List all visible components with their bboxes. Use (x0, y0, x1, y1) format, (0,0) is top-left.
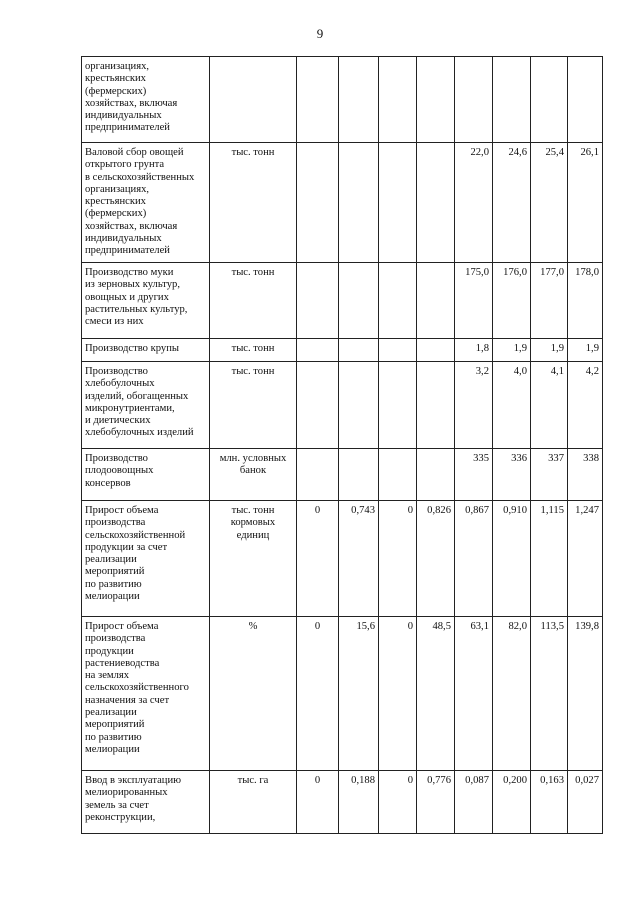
value-cell: 0,027 (568, 771, 603, 834)
indicator-line: индивидуальных (85, 233, 162, 245)
value-cell: 0,087 (455, 771, 493, 834)
indicator-line: Ввод в эксплуатацию (85, 775, 182, 786)
table-row (82, 339, 603, 362)
value-cell: 0 (297, 771, 339, 834)
indicator-cell (82, 339, 210, 362)
table-row (82, 143, 603, 263)
value-cell: 0 (379, 501, 417, 617)
indicator-line: Валовой сбор овощей (85, 147, 184, 158)
table-row (82, 501, 603, 617)
indicator-line: организациях, (85, 61, 150, 72)
table-row (82, 57, 603, 143)
indicator-line: мелиорированных (85, 787, 168, 799)
indicator-line: индивидуальных (85, 110, 162, 122)
indicator-line: организациях, (85, 183, 150, 195)
indicator-line: плодоовощных (85, 465, 154, 477)
unit-cell (210, 143, 297, 263)
indicator-line: и диетических (85, 415, 151, 427)
value-cell: 3,2 (455, 362, 493, 449)
value-cell (339, 143, 379, 263)
value-cell (339, 57, 379, 143)
value-cell: 1,9 (568, 339, 603, 362)
indicator-line: хлебобулочных (85, 378, 155, 390)
unit-cell (210, 449, 297, 501)
unit-line: % (248, 621, 258, 632)
indicator-line: мелиорации (85, 743, 140, 755)
indicator-cell (82, 143, 210, 263)
value-cell: 1,115 (531, 501, 568, 617)
indicator-line: из зерновых культур, (85, 279, 180, 291)
value-cell (455, 57, 493, 143)
value-cell: 0,910 (493, 501, 531, 617)
value-cell: 25,4 (531, 143, 568, 263)
value-cell: 113,5 (531, 617, 568, 771)
table-row (82, 617, 603, 771)
indicator-line: изделий, обогащенных (85, 390, 189, 402)
unit-line: тыс. тонн (231, 505, 275, 516)
table-row (82, 449, 603, 501)
value-cell: 4,1 (531, 362, 568, 449)
value-cell (568, 57, 603, 143)
indicator-line: продукции за счет (85, 541, 168, 553)
value-cell (297, 263, 339, 339)
value-cell (297, 339, 339, 362)
value-cell: 0,200 (493, 771, 531, 834)
unit-cell (210, 362, 297, 449)
value-cell: 335 (455, 449, 493, 501)
value-cell: 22,0 (455, 143, 493, 263)
indicator-line: земель за счет (85, 799, 149, 811)
value-cell: 177,0 (531, 263, 568, 339)
value-cell (417, 57, 455, 143)
indicator-line: назначения за счет (85, 694, 170, 706)
value-cell (417, 339, 455, 362)
value-cell: 4,0 (493, 362, 531, 449)
value-cell (417, 263, 455, 339)
indicator-line: хозяйствах, включая (85, 97, 178, 109)
indicator-cell (82, 449, 210, 501)
value-cell: 336 (493, 449, 531, 501)
value-cell: 0,188 (339, 771, 379, 834)
indicator-line: производства (85, 517, 146, 529)
indicator-line: реализации (85, 707, 137, 719)
value-cell: 15,6 (339, 617, 379, 771)
indicator-line: Производство крупы (85, 343, 180, 354)
table-row (82, 771, 603, 834)
value-cell: 176,0 (493, 263, 531, 339)
indicator-line: производства (85, 633, 146, 645)
indicators-table (81, 56, 603, 834)
value-cell (493, 57, 531, 143)
unit-cell (210, 617, 297, 771)
unit-cell (210, 771, 297, 834)
value-cell: 26,1 (568, 143, 603, 263)
indicator-cell (82, 771, 210, 834)
value-cell: 63,1 (455, 617, 493, 771)
value-cell: 4,2 (568, 362, 603, 449)
indicator-line: (фермерских) (85, 85, 147, 97)
indicator-cell (82, 362, 210, 449)
unit-cell (210, 57, 297, 143)
value-cell: 0 (297, 501, 339, 617)
indicator-line: хозяйствах, включая (85, 220, 178, 232)
indicator-cell (82, 617, 210, 771)
indicator-line: хлебобулочных изделий (85, 427, 194, 439)
unit-line: млн. условных (219, 453, 287, 464)
indicator-line: продукции (85, 645, 134, 657)
indicator-line: крестьянских (85, 196, 146, 208)
value-cell: 0,867 (455, 501, 493, 617)
indicator-line: мелиорации (85, 591, 140, 603)
unit-line: тыс. тонн (231, 366, 275, 377)
indicator-line: Прирост объема (85, 621, 159, 632)
value-cell (339, 449, 379, 501)
indicator-line: Производство (85, 366, 148, 377)
value-cell: 0 (379, 617, 417, 771)
unit-line: кормовых (230, 517, 276, 529)
value-cell: 0 (297, 617, 339, 771)
value-cell (417, 449, 455, 501)
value-cell (379, 57, 417, 143)
value-cell (297, 57, 339, 143)
indicator-line: (фермерских) (85, 208, 147, 220)
value-cell: 0 (379, 771, 417, 834)
value-cell: 1,9 (531, 339, 568, 362)
indicator-line: реализации (85, 554, 137, 566)
value-cell: 48,5 (417, 617, 455, 771)
indicator-line: Производство (85, 453, 148, 464)
page-number: 9 (316, 26, 324, 41)
value-cell (417, 362, 455, 449)
value-cell (531, 57, 568, 143)
indicator-line: реконструкции, (85, 811, 156, 823)
value-cell (379, 263, 417, 339)
value-cell (339, 263, 379, 339)
unit-line: банок (239, 465, 267, 477)
indicator-line: Прирост объема (85, 505, 159, 516)
unit-line: тыс. га (237, 775, 269, 786)
unit-cell (210, 263, 297, 339)
indicator-cell (82, 501, 210, 617)
value-cell: 82,0 (493, 617, 531, 771)
value-cell (339, 362, 379, 449)
value-cell: 0,776 (417, 771, 455, 834)
table-row (82, 263, 603, 339)
value-cell: 337 (531, 449, 568, 501)
indicator-line: крестьянских (85, 73, 146, 85)
indicator-line: по развитию (85, 731, 142, 743)
indicator-cell (82, 263, 210, 339)
value-cell: 1,247 (568, 501, 603, 617)
unit-cell (210, 339, 297, 362)
value-cell: 1,9 (493, 339, 531, 362)
value-cell (339, 339, 379, 362)
indicator-cell (82, 57, 210, 143)
indicator-line: Производство муки (85, 267, 174, 278)
value-cell: 338 (568, 449, 603, 501)
indicator-line: сельскохозяйственной (85, 529, 186, 541)
value-cell: 0,163 (531, 771, 568, 834)
value-cell (379, 143, 417, 263)
indicator-line: растениеводства (85, 657, 160, 669)
indicator-line: в сельскохозяйственных (85, 171, 195, 183)
indicator-line: смеси из них (85, 316, 144, 328)
indicator-line: микронутриентами, (85, 402, 175, 414)
value-cell: 139,8 (568, 617, 603, 771)
indicator-line: консервов (85, 477, 131, 489)
unit-line: тыс. тонн (231, 267, 275, 278)
unit-cell (210, 501, 297, 617)
unit-line: единиц (236, 529, 270, 541)
indicator-line: овощных и других (85, 291, 169, 303)
indicator-line: открытого грунта (85, 159, 165, 171)
value-cell (297, 449, 339, 501)
value-cell: 1,8 (455, 339, 493, 362)
value-cell (417, 143, 455, 263)
unit-line: тыс. тонн (231, 147, 275, 158)
table-body (82, 57, 603, 834)
value-cell (379, 362, 417, 449)
indicator-line: мероприятий (85, 719, 145, 731)
indicator-line: мероприятий (85, 566, 145, 578)
indicator-line: по развитию (85, 578, 142, 590)
value-cell (297, 362, 339, 449)
indicator-line: предпринимателей (85, 245, 170, 257)
value-cell (379, 339, 417, 362)
value-cell: 0,743 (339, 501, 379, 617)
value-cell (297, 143, 339, 263)
value-cell: 178,0 (568, 263, 603, 339)
value-cell (379, 449, 417, 501)
table-row (82, 362, 603, 449)
unit-line: тыс. тонн (231, 343, 275, 354)
indicator-line: на землях (85, 670, 130, 682)
indicator-line: предпринимателей (85, 122, 170, 134)
indicator-line: растительных культур, (85, 303, 188, 315)
value-cell: 0,826 (417, 501, 455, 617)
value-cell: 24,6 (493, 143, 531, 263)
value-cell: 175,0 (455, 263, 493, 339)
indicator-line: сельскохозяйственного (85, 682, 189, 694)
